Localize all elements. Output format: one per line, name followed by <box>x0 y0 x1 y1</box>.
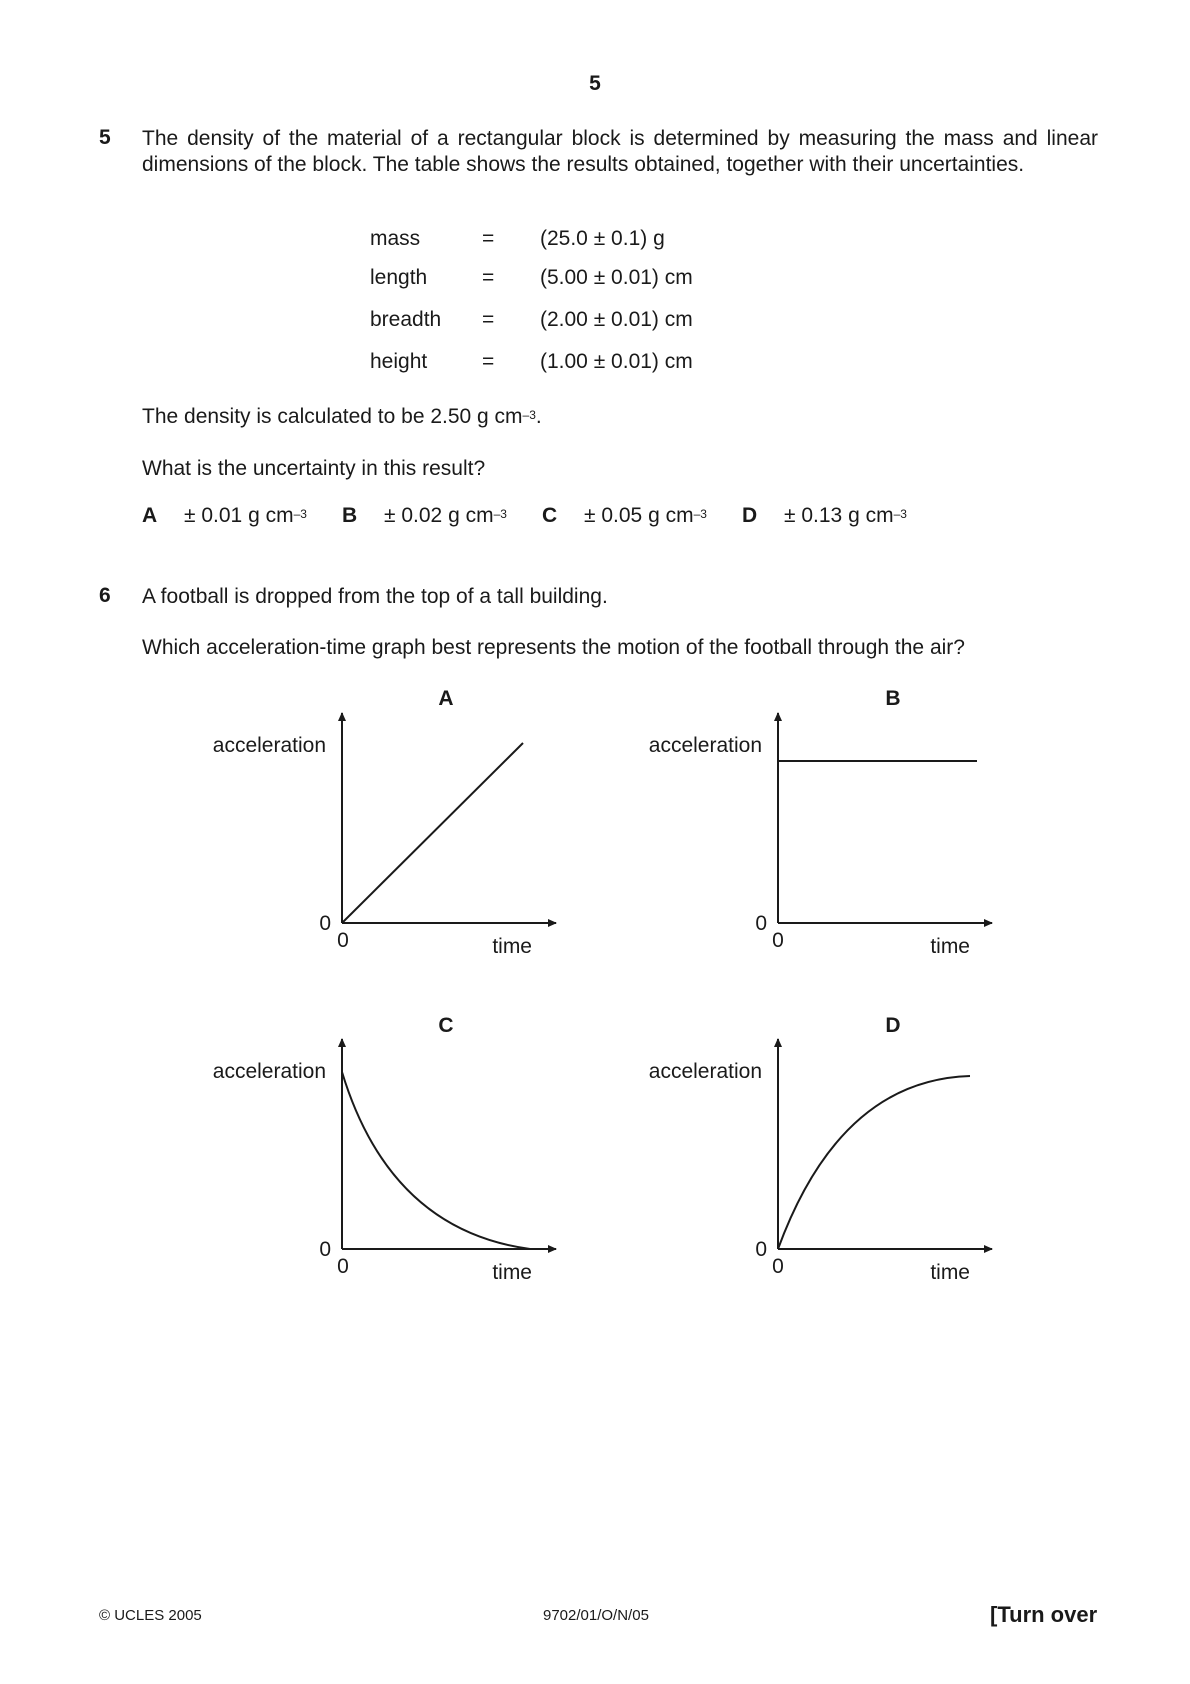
option-a-letter: A <box>142 504 158 527</box>
option-b-text: ± 0.02 g cm <box>384 504 494 527</box>
option-a-text: ± 0.01 g cm <box>184 504 294 527</box>
graph-b-xlabel: time <box>930 935 970 958</box>
graph-d-curve <box>778 1076 970 1249</box>
row-length-eq: = <box>482 266 495 289</box>
option-a-exp: –3 <box>293 507 307 521</box>
question-6-number: 6 <box>99 584 111 607</box>
option-b-letter: B <box>342 504 358 527</box>
row-mass-name: mass <box>370 227 421 250</box>
row-height-name: height <box>370 350 428 373</box>
footer-copyright: © UCLES 2005 <box>99 1607 202 1624</box>
graph-c <box>213 1014 556 1284</box>
graph-b-x-origin: 0 <box>772 929 784 952</box>
density-exponent: –3 <box>522 408 536 422</box>
graph-c-ylabel: acceleration <box>212 1060 326 1083</box>
graph-a-xlabel: time <box>492 935 532 958</box>
graph-c-curve <box>342 1072 530 1249</box>
graph-a-y-origin: 0 <box>319 912 331 935</box>
graph-d-label: D <box>885 1014 901 1037</box>
question-6-line1: A football is dropped from the top of a tall building. <box>142 585 608 608</box>
option-c-text: ± 0.05 g cm <box>584 504 694 527</box>
question-5-number: 5 <box>99 126 111 149</box>
density-end: . <box>535 405 542 428</box>
density-text: The density is calculated to be 2.50 g cm <box>142 405 523 428</box>
row-length-value: (5.00 ± 0.01) cm <box>540 266 693 289</box>
option-d-text: ± 0.13 g cm <box>784 504 894 527</box>
graph-d-x-origin: 0 <box>772 1255 784 1278</box>
graph-d-y-origin: 0 <box>755 1238 767 1261</box>
graph-d-ylabel: acceleration <box>648 1060 762 1083</box>
row-breadth-value: (2.00 ± 0.01) cm <box>540 308 693 331</box>
page-number: 5 <box>589 72 601 95</box>
row-height-eq: = <box>482 350 495 373</box>
row-mass-value: (25.0 ± 0.1) g <box>540 227 665 250</box>
graph-a-x-origin: 0 <box>337 929 349 952</box>
graph-d-xlabel: time <box>930 1261 970 1284</box>
graph-a-line <box>342 743 523 923</box>
question-5-text: The density of the material of a rectangular block is determined by measuring the mass and linear dimensions of the block. The table shows the results obtained, together with their uncertainties. <box>142 127 1098 176</box>
graph-b-label: B <box>885 687 901 710</box>
option-d-letter: D <box>742 504 758 527</box>
row-length-name: length <box>370 266 428 289</box>
footer-turn-over: [Turn over <box>990 1602 1098 1627</box>
graph-a-label: A <box>438 687 454 710</box>
row-height-value: (1.00 ± 0.01) cm <box>540 350 693 373</box>
option-b-exp: –3 <box>493 507 507 521</box>
graph-b-ylabel: acceleration <box>648 734 762 757</box>
option-c-exp: –3 <box>693 507 707 521</box>
graph-c-xlabel: time <box>492 1261 532 1284</box>
footer-paper-code: 9702/01/O/N/05 <box>543 1607 649 1624</box>
option-c-letter: C <box>542 504 558 527</box>
graph-d <box>649 1014 992 1284</box>
graph-c-y-origin: 0 <box>319 1238 331 1261</box>
row-breadth-name: breadth <box>370 308 442 331</box>
graph-b <box>649 687 992 958</box>
graph-b-y-origin: 0 <box>755 912 767 935</box>
graph-c-label: C <box>438 1014 454 1037</box>
row-mass-eq: = <box>482 227 495 250</box>
question-6-line2: Which acceleration-time graph best represents the motion of the football through the air? <box>142 636 965 659</box>
graph-a <box>213 687 556 958</box>
option-d-exp: –3 <box>893 507 907 521</box>
graph-a-ylabel: acceleration <box>212 734 326 757</box>
row-breadth-eq: = <box>482 308 495 331</box>
graph-c-x-origin: 0 <box>337 1255 349 1278</box>
question-5-prompt: What is the uncertainty in this result? <box>142 457 486 480</box>
